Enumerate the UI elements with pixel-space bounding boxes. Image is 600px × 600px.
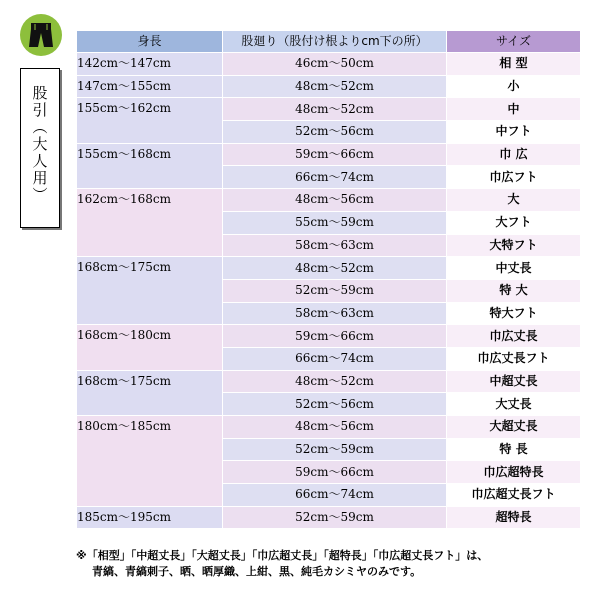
- header-height: 身長: [77, 31, 223, 53]
- rise-cell: 48cm～56cm: [223, 189, 447, 212]
- height-cell: 185cm～195cm: [77, 506, 223, 529]
- rise-cell: 46cm～50cm: [223, 53, 447, 76]
- header-rise: 股廻り（股付け根よりcm下の所）: [223, 31, 447, 53]
- rise-cell: 59cm～66cm: [223, 325, 447, 348]
- size-cell: 大特フト: [447, 234, 581, 257]
- table-row: [77, 143, 581, 166]
- footnote: [76, 548, 586, 580]
- size-cell: 巾 広: [447, 143, 581, 166]
- height-cell: 155cm～168cm: [77, 143, 223, 188]
- rise-cell: 48cm～52cm: [223, 370, 447, 393]
- size-cell: 小: [447, 75, 581, 98]
- rise-cell: 52cm～56cm: [223, 393, 447, 416]
- table-row: [77, 189, 581, 212]
- table-row: [77, 98, 581, 121]
- size-cell: 超特長: [447, 506, 581, 529]
- rise-cell: 66cm～74cm: [223, 166, 447, 189]
- size-cell: 中超丈長: [447, 370, 581, 393]
- height-cell: 147cm～155cm: [77, 75, 223, 98]
- rise-cell: 48cm～52cm: [223, 98, 447, 121]
- height-cell: 168cm～175cm: [77, 257, 223, 325]
- size-cell: 大丈長: [447, 393, 581, 416]
- table-row: [77, 75, 581, 98]
- size-cell: 中丈長: [447, 257, 581, 280]
- rise-cell: 59cm～66cm: [223, 143, 447, 166]
- size-cell: 大超丈長: [447, 416, 581, 439]
- height-cell: 162cm～168cm: [77, 189, 223, 257]
- table-row: [77, 370, 581, 393]
- height-cell: 180cm～185cm: [77, 416, 223, 507]
- size-cell: 中フト: [447, 121, 581, 144]
- rise-cell: 52cm～59cm: [223, 438, 447, 461]
- rise-cell: 48cm～56cm: [223, 416, 447, 439]
- rise-cell: 48cm～52cm: [223, 75, 447, 98]
- table-row: [77, 325, 581, 348]
- header-size: サイズ: [447, 31, 581, 53]
- table-header-row: [77, 31, 581, 53]
- category-label-text: 股引（大人用）: [30, 85, 49, 204]
- rise-cell: 52cm～59cm: [223, 506, 447, 529]
- rise-cell: 48cm～52cm: [223, 257, 447, 280]
- legwear-logo-icon: [20, 14, 62, 56]
- size-cell: 巾広丈長フト: [447, 347, 581, 370]
- height-cell: 168cm～175cm: [77, 370, 223, 415]
- table-row: [77, 53, 581, 76]
- size-cell: 特 長: [447, 438, 581, 461]
- height-cell: 168cm～180cm: [77, 325, 223, 370]
- size-chart-body: [77, 53, 581, 529]
- size-cell: 巾広超丈長フト: [447, 484, 581, 507]
- rise-cell: 66cm～74cm: [223, 484, 447, 507]
- size-cell: 大フト: [447, 211, 581, 234]
- rise-cell: 66cm～74cm: [223, 347, 447, 370]
- rise-cell: 58cm～63cm: [223, 234, 447, 257]
- rise-cell: 52cm～56cm: [223, 121, 447, 144]
- category-label: [20, 68, 60, 228]
- height-cell: 155cm～162cm: [77, 98, 223, 143]
- table-row: [77, 506, 581, 529]
- rise-cell: 59cm～66cm: [223, 461, 447, 484]
- size-cell: 特 大: [447, 279, 581, 302]
- rise-cell: 58cm～63cm: [223, 302, 447, 325]
- rise-cell: 52cm～59cm: [223, 279, 447, 302]
- size-cell: 中: [447, 98, 581, 121]
- rise-cell: 55cm～59cm: [223, 211, 447, 234]
- height-cell: 142cm～147cm: [77, 53, 223, 76]
- size-cell: 巾広丈長: [447, 325, 581, 348]
- size-cell: 大: [447, 189, 581, 212]
- size-cell: 巾広フト: [447, 166, 581, 189]
- size-cell: 相 型: [447, 53, 581, 76]
- footnote-line-1: ※「相型」「中超丈長」「大超丈長」「巾広超丈長」「超特長」「巾広超丈長フト」は、: [76, 549, 489, 562]
- table-row: [77, 257, 581, 280]
- size-cell: 特大フト: [447, 302, 581, 325]
- size-cell: 巾広超特長: [447, 461, 581, 484]
- footnote-line-2: 青縞、青縞刺子、晒、晒厚織、上紺、黒、純毛カシミヤのみです。: [92, 565, 422, 578]
- table-row: [77, 416, 581, 439]
- size-chart-table: [76, 30, 581, 529]
